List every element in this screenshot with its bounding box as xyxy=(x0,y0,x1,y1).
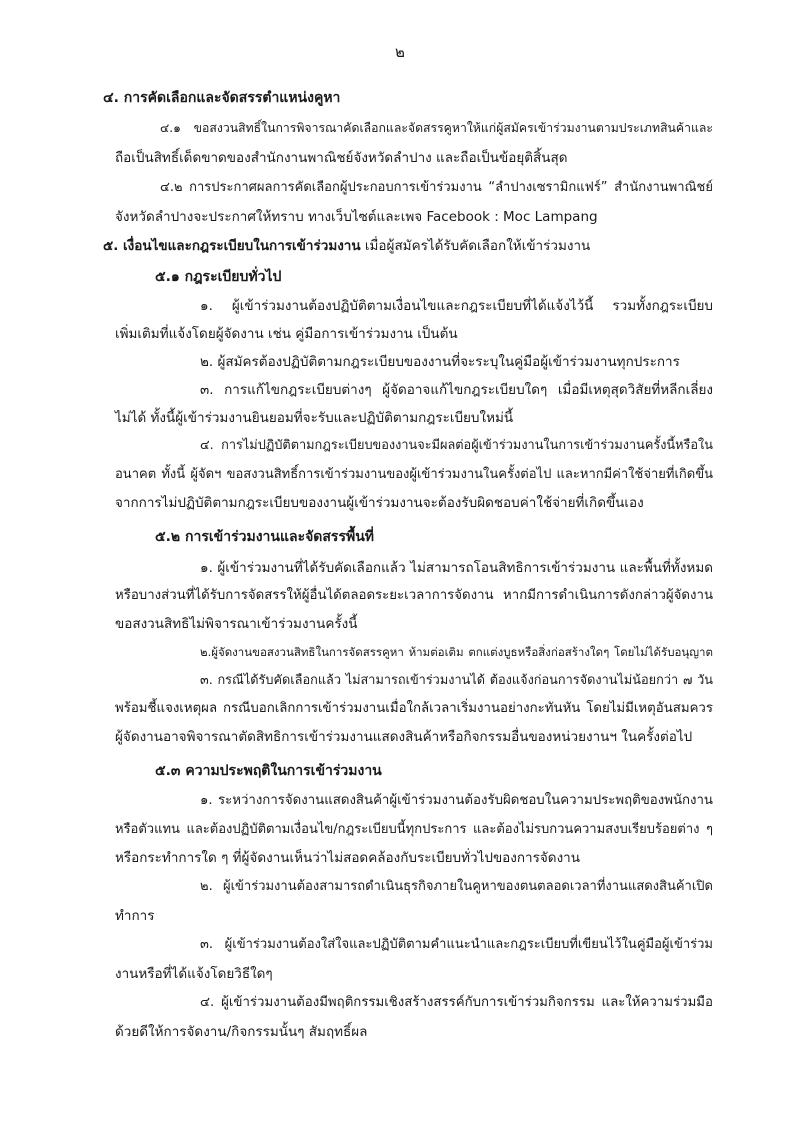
s53-item-3-line-2: งานหรือที่ได้แจ้งโดยวิธีใดๆ xyxy=(115,966,273,982)
s52-item-1-line-3: ขอสงวนสิทธิไม่พิจารณาเข้าร่วมงานครั้งนี้ xyxy=(115,616,358,632)
section-5-3-heading: ๕.๓ ความประพฤติในการเข้าร่วมงาน xyxy=(155,763,382,779)
s52-item-1-line-2: หรือบางส่วนที่ได้รับการจัดสรรให้ผู้อื่นได้ตลอดระยะเวลาการจัดงาน หากมีการดำเนินการดังกล่าวผู้จัดงาน xyxy=(115,588,713,603)
s52-item-3-line-2: พร้อมชี้แจงเหตุผล กรณีบอกเลิกการเข้าร่วมงานเมื่อใกล้เวลาเริ่มงานอย่างกะทันหัน โดยไม่มีเหตุอันสมควร xyxy=(115,701,713,716)
s51-item-3-line-2: ไม่ได้ ทั้งนี้ผู้เข้าร่วมงานยินยอมที่จะรับและปฏิบัติตามกฎระเบียบใหม่นี้ xyxy=(115,410,514,426)
s53-item-1-line-1: ๑. ระหว่างการจัดงานแสดงสินค้าผู้เข้าร่วมงานต้องรับผิดชอบในความประพฤติของพนักงาน xyxy=(200,793,713,808)
s51-item-4-line-1: ๔. การไม่ปฏิบัติตามกฎระเบียบของงานจะมีผลต่อผู้เข้าร่วมงานในการเข้าร่วมงานครั้งนี้หรือใน xyxy=(200,438,713,453)
s51-item-1-line-2: เพิ่มเติมที่แจ้งโดยผู้จัดงาน เช่น คู่มือการเข้าร่วมงาน เป็นต้น xyxy=(115,326,458,342)
s53-item-2-line-2: ทำการ xyxy=(115,908,155,924)
section-5-heading-rest: เมื่อผู้สมัครได้รับคัดเลือกให้เข้าร่วมงาน xyxy=(360,238,591,254)
section-5-heading-bold: ๕. เงื่อนไขและกฎระเบียบในการเข้าร่วมงาน xyxy=(103,238,361,254)
section-5-2-heading: ๕.๒ การเข้าร่วมงานและจัดสรรพื้นที่ xyxy=(155,529,374,545)
s52-item-1-line-1: ๑. ผู้เข้าร่วมงานที่ได้รับคัดเลือกแล้ว ไม่สามารถโอนสิทธิการเข้าร่วมงาน และพื้นที่ทั้งหมด xyxy=(200,560,713,576)
s51-item-3-line-1: ๓. การแก้ไขกฎระเบียบต่างๆ ผู้จัดอาจแก้ไขกฎระเบียบใดๆ เมื่อมีเหตุสุดวิสัยที่หลีกเลี่ยง xyxy=(200,382,713,398)
s53-item-1-line-2: หรือตัวแทน และต้องปฏิบัติตามเงื่อนไข/กฎระเบียบนี้ทุกประการ และต้องไม่รบกวนความสงบเรียบร้อยต่าง ๆ xyxy=(115,822,713,837)
s53-item-1-line-3: หรือกระทำการใด ๆ ที่ผู้จัดงานเห็นว่าไม่สอดคล้องกับระเบียบทั่วไปของการจัดงาน xyxy=(115,850,580,866)
s53-item-3-line-1: ๓. ผู้เข้าร่วมงานต้องใส่ใจและปฏิบัติตามคำแนะนำและกฎระเบียบที่เขียนไว้ในคู่มือผู้เข้าร่วม xyxy=(200,937,713,952)
section-4-1-line-2: ถือเป็นสิทธิ์เด็ดขาดของสำนักงานพาณิชย์จังหวัดลำปาง และถือเป็นข้อยุติสิ้นสุด xyxy=(115,150,568,166)
s53-item-4-line-2: ด้วยดีให้การจัดงาน/กิจกรรมนั้นๆ สัมฤทธิ์ผล xyxy=(115,1024,368,1040)
section-4-2-line-2: จังหวัดลำปางจะประกาศให้ทราบ ทางเว็บไซต์และเพจ Facebook : Moc Lampang xyxy=(115,209,598,225)
section-5-heading xyxy=(103,235,590,257)
section-4-2-line-1: ๔.๒ การประกาศผลการคัดเลือกผู้ประกอบการเข้าร่วมงาน “ลำปางเซรามิกแฟร์” สำนักงานพาณิชย์ xyxy=(160,180,713,195)
section-4-1-line-1: ๔.๑ ขอสงวนสิทธิ์ในการพิจารณาคัดเลือกและจัดสรรคูหาให้แก่ผู้สมัครเข้าร่วมงานตามประเภทสินค้าและ xyxy=(160,121,713,135)
s51-item-2-line-1: ๒. ผู้สมัครต้องปฏิบัติตามกฎระเบียบของงานที่จะระบุในคู่มือผู้เข้าร่วมงานทุกประการ xyxy=(200,354,680,370)
s51-item-4-line-2: อนาคต ทั้งนี้ ผู้จัดฯ ขอสงวนสิทธิ์การเข้าร่วมงานของผู้เข้าร่วมงานในครั้งต่อไป และหากมีค่าใช้จ่ายที่เกิดขึ้น xyxy=(115,467,713,482)
s53-item-2-line-1: ๒. ผู้เข้าร่วมงานต้องสามารถดำเนินธุรกิจภายในคูหาของตนตลอดเวลาที่งานแสดงสินค้าเปิด xyxy=(200,879,713,894)
s52-item-3-line-3: ผู้จัดงานอาจพิจารณาตัดสิทธิการเข้าร่วมงานแสดงสินค้าหรือกิจกรรมอื่นของหน่วยงานฯ ในครั้งต่อไป xyxy=(115,729,693,745)
page-number: ๒ xyxy=(395,43,405,61)
s53-item-4-line-1: ๔. ผู้เข้าร่วมงานต้องมีพฤติกรรมเชิงสร้างสรรค์กับการเข้าร่วมกิจกรรม และให้ความร่วมมือ xyxy=(200,995,713,1010)
section-4-heading: ๔. การคัดเลือกและจัดสรรตำแหน่งคูหา xyxy=(103,90,341,106)
s52-item-2-line-1: ๒.ผู้จัดงานขอสงวนสิทธิในการจัดสรรคูหา ห้ามต่อเติม ตกแต่งบูธหรือสิ่งก่อสร้างใดๆ โดยไม่ได้รับอนุญาต xyxy=(200,645,713,659)
s52-item-3-line-1: ๓. กรณีได้รับคัดเลือกแล้ว ไม่สามารถเข้าร่วมงานได้ ต้องแจ้งก่อนการจัดงานไม่น้อยกว่า ๗ วัน xyxy=(200,673,713,688)
section-5-1-heading: ๕.๑ กฎระเบียบทั่วไป xyxy=(155,269,282,285)
s51-item-1-line-1: ๑. ผู้เข้าร่วมงานต้องปฏิบัติตามเงื่อนไขและกฎระเบียบที่ได้แจ้งไว้นี้ รวมทั้งกฎระเบียบ xyxy=(200,298,713,314)
s51-item-4-line-3: จากการไม่ปฏิบัติตามกฎระเบียบของงานผู้เข้าร่วมงานจะต้องรับผิดชอบค่าใช้จ่ายที่เกิดขึ้นเอง xyxy=(115,495,644,511)
